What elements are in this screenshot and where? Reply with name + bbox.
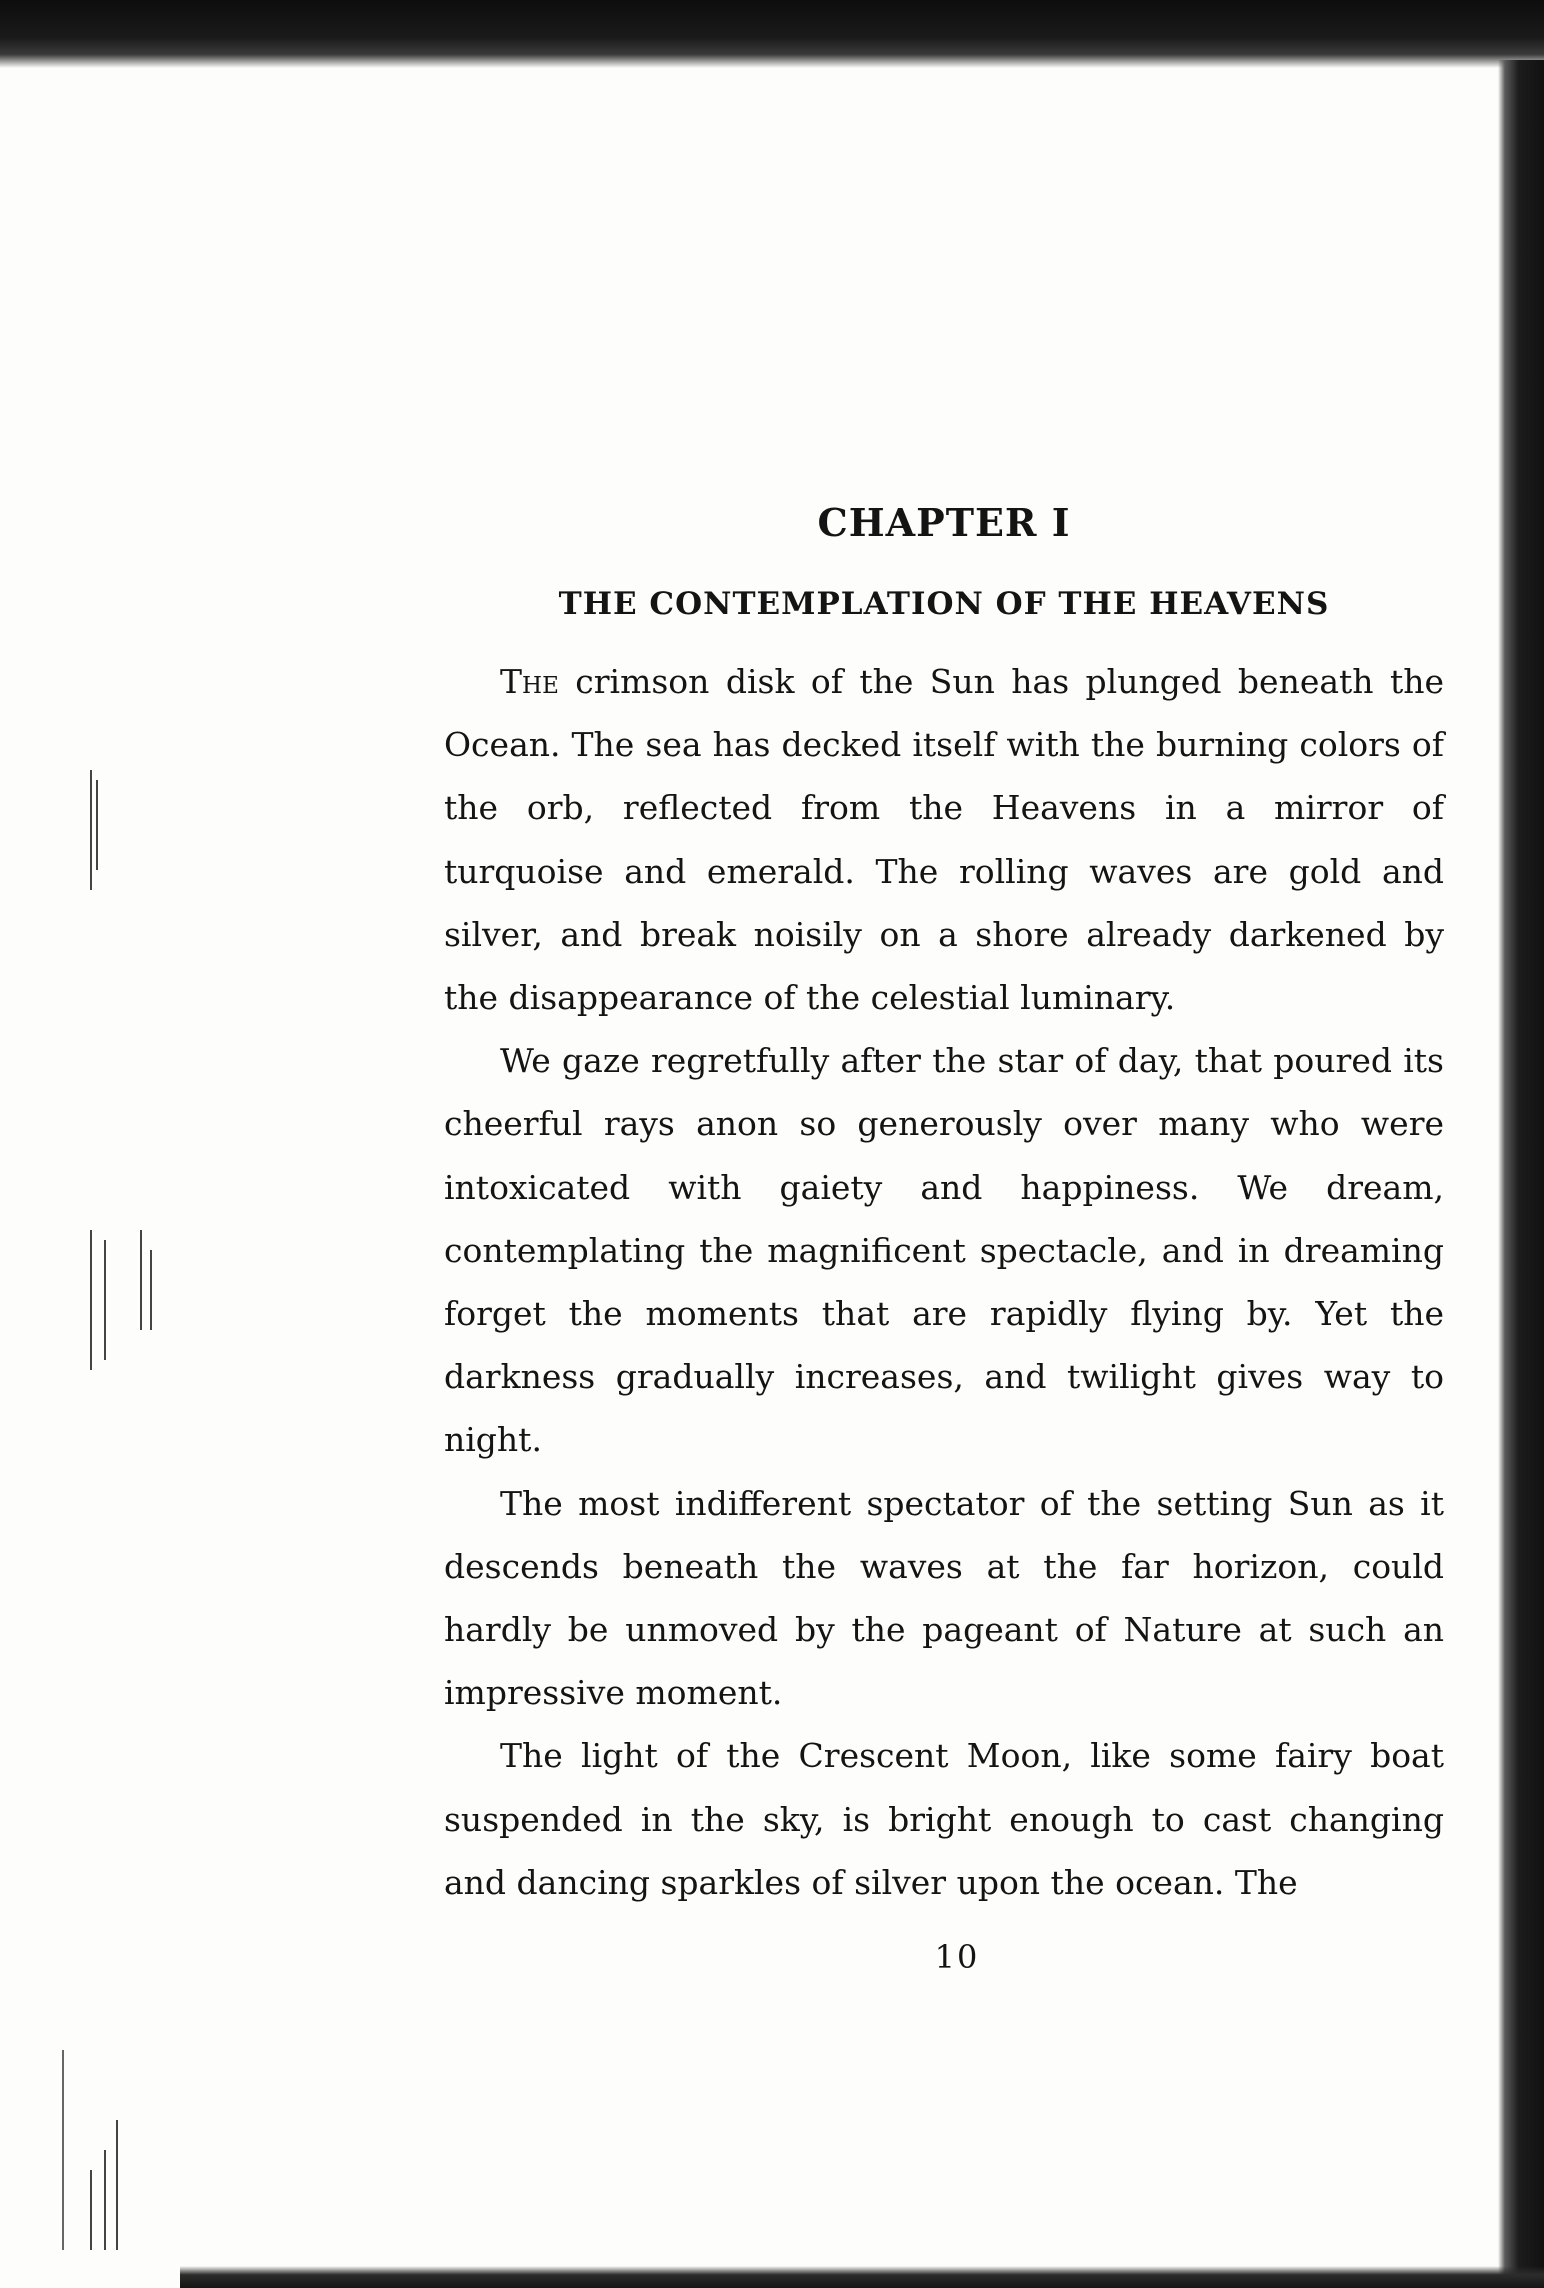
paragraph-4 xyxy=(444,1724,1444,1914)
paragraph-text: The light of the Crescent Moon, like some fairy boat suspended in the sky, is bright enough to cast changing and dancing sparkles of silver upon the ocean. The xyxy=(444,1736,1444,1902)
scan-edge-top xyxy=(0,0,1544,68)
chapter-heading: CHAPTER I xyxy=(817,500,1071,545)
paragraph-1 xyxy=(444,650,1444,1029)
paragraph-text: The most indifferent spectator of the setting Sun as it descends beneath the waves at the far horizon, could hardly be unmoved by the pageant of Nature at such an impressive moment. xyxy=(444,1483,1444,1713)
scan-edge-bottom xyxy=(180,2266,1544,2288)
chapter-subtitle: THE CONTEMPLATION OF THE HEAVENS xyxy=(558,586,1330,622)
page-text xyxy=(444,470,1444,1914)
paragraph-3 xyxy=(444,1472,1444,1725)
paragraph-lead-word: The xyxy=(500,662,559,701)
paragraph-text: We gaze regretfully after the star of day, that poured its cheerful rays anon so generously over many who were intoxicated with gaiety and happiness. We dream, contemplating the magnificent spectacle, and in dreaming forget the moments that are rapidly flying by. Yet the darkness gradually increases, and twilight gives way to night. xyxy=(444,1041,1444,1460)
paragraph-2 xyxy=(444,1029,1444,1471)
page-number: 10 xyxy=(934,1938,980,1976)
gutter-scan-marks xyxy=(60,470,190,2270)
paragraph-text: crimson disk of the Sun has plunged beneath the Ocean. The sea has decked itself with the burning colors of the orb, reflected from the Heavens in a mirror of turquoise and emerald. The rolling waves are gold and silver, and break noisily on a shore already darkened by the disappearance of the celestial luminary. xyxy=(444,662,1444,1018)
